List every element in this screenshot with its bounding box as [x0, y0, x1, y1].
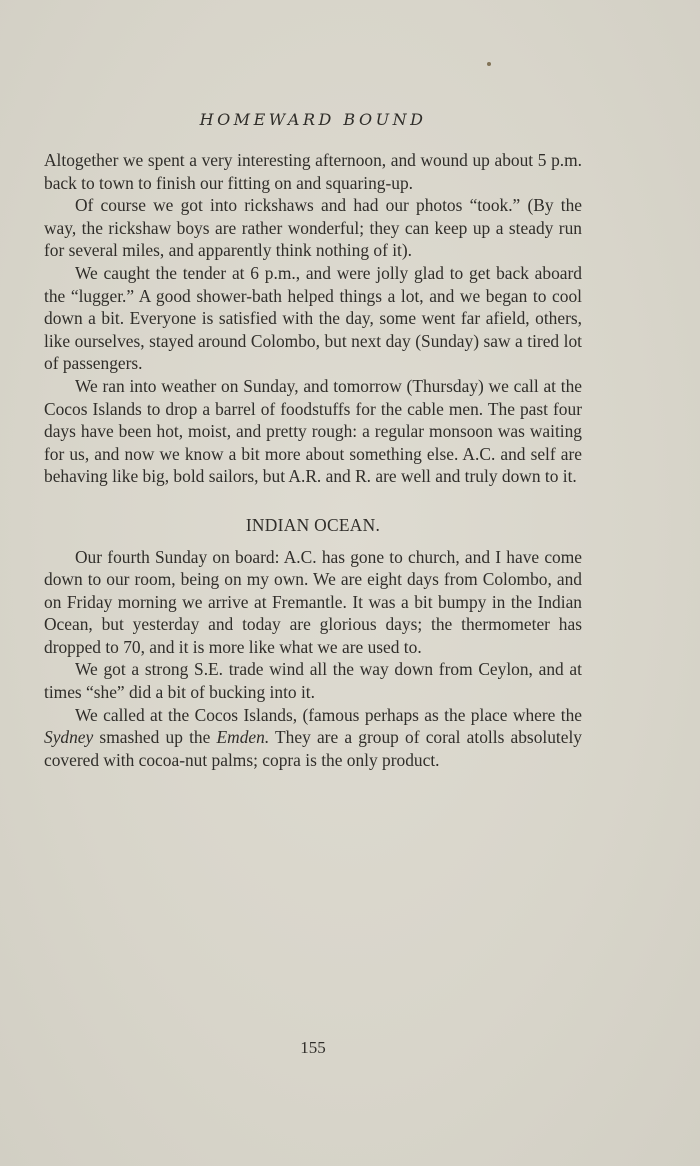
paragraph-2: Of course we got into rickshaws and had our photos “took.” (By the way, the rickshaw boys are rather wonderful; they can keep up a steady run for several miles, and apparently think nothing of it).: [44, 195, 582, 261]
paragraph-6: We got a strong S.E. trade wind all the way down from Ceylon, and at times “she” did a bit of bucking into it.: [44, 659, 582, 703]
paragraph-5: Our fourth Sunday on board: A.C. has gone to church, and I have come down to our room, being on my own. We are eight days from Colombo, and on Friday morning we arrive at Fremantle. It was a bit bumpy in the Indian Ocean, but yesterday and today are glorious days; the thermometer has dropped to 70, and it is more like what we are used to.: [44, 546, 582, 657]
paragraph-7-part-2: smashed up the: [93, 727, 217, 748]
running-head: HOMEWARD BOUND: [199, 110, 427, 129]
ship-name-sydney: Sydney: [44, 727, 94, 748]
paragraph-1: Altogether we spent a very interesting afternoon, and wound up about 5 p.m. back to town to finish our fitting on and squaring-up.: [44, 150, 582, 193]
section-heading: INDIAN OCEAN.: [245, 514, 381, 535]
paragraph-7: [44, 704, 582, 772]
ship-name-emden: Emden.: [216, 727, 270, 748]
body-text: [44, 149, 582, 771]
paragraph-3: We caught the tender at 6 p.m., and were jolly glad to get back aboard the “lugger.” A good shower-bath helped things a lot, and we began to cool down a bit. Everyone is satisfied with the day, some went far afield, others, like ourselves, stayed around Colombo, but next day (Sunday) saw a tired lot of passengers.: [44, 262, 582, 374]
paragraph-7-part-1: We called at the Cocos Islands, (famous perhaps as the place where the: [75, 704, 582, 725]
ink-speck: [487, 62, 491, 66]
paragraph-7-part-3: They are a group of coral atolls absolutely covered with cocoa-nut palms; copra is the only product.: [44, 727, 583, 770]
page-number: 155: [300, 1038, 326, 1057]
paragraph-4: We ran into weather on Sunday, and tomorrow (Thursday) we call at the Cocos Islands to drop a barrel of foodstuffs for the cable men. The past four days have been hot, moist, and pretty rough: a regular monsoon was waiting for us, and now we know a bit more about something else. A.C. and self are behaving like big, bold sailors, but A.R. and R. are well and truly down to it.: [44, 375, 582, 487]
